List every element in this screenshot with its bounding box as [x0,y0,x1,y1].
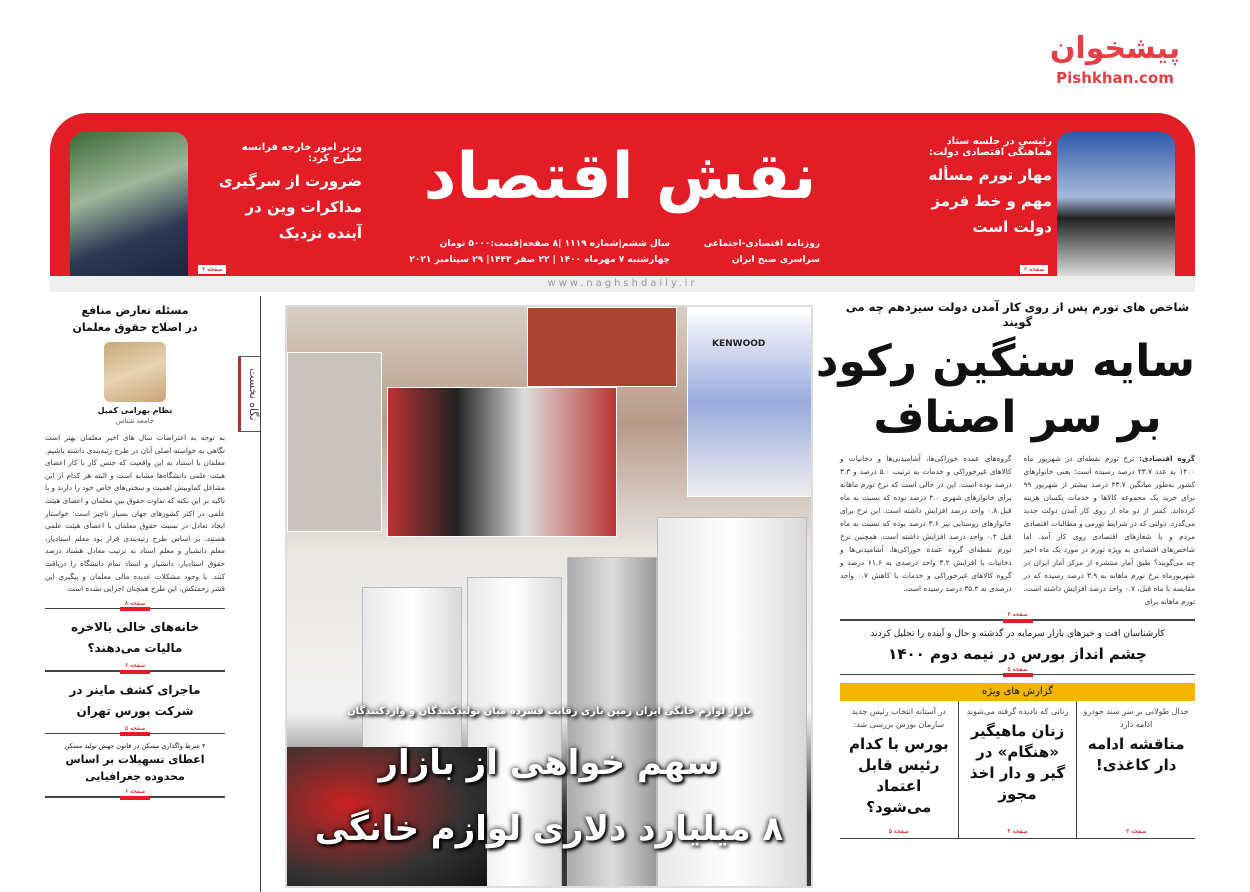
main-title: سایه سنگین رکود [815,336,1195,387]
story-kicker: هماهنگی اقتصادی دولت: [929,147,1052,158]
lead-title: ۸ میلیارد دلاری لوازم خانگی [314,809,784,849]
special-report[interactable] [840,701,958,838]
special-reports-banner: گزارش های ویژه [840,683,1195,701]
story-title: مذاکرات وین در [245,198,362,216]
lead-photo-story[interactable] [285,305,813,888]
website-url[interactable]: www.naghshdaily.ir [547,278,698,289]
main-body-right [1024,452,1196,608]
story-title: چشم انداز بورس در نیمه دوم ۱۴۰۰ [888,644,1147,663]
opinion-body: به توجه به اعتراضات سال های اخیر معلمان بهتر است نگاهی به خواسته اصلی آنان در طرح رتبه‌بندی داشته باشیم. معلمان با استناد به این واقعیت که جنس کار با کار اعضای هیئت علمی دانشگاه‌ها مشابه است و البته هر کدام از این مشاغل کماوبیش اهمیت و سختی‌های خاص خود را دارند و با تاکید بر این نکته که تفاوت حقوق بین معلمان و اعضای هیئت علمی در اکثر کشورهای جهان بسیار ناچیز است؛ خواستار ایجاد تعادل در نسبت حقوق معلمان با اعضای هیئت علمی هستند. بر اساس طرح رتبه‌بندی قرار بود معلم استادیار، معلم دانشیار و معلم استاد به ترتیب معادل هشتاد درصد حقوق استادیار، دانشیار و استاد تمام دانشگاه را دریافت کنند. با وجود مشکلات عدیده مالی معلمان و پیگیری این قشر زحمتکش، این طرح همچنان اجرایی نشده است. [45,433,225,594]
headline-title: اعطای تسهیلات بر اساس محدوده جغرافیایی [65,753,205,784]
page-ref: صفحه ۳ [1007,611,1028,618]
watermark-logo: پیشخوان [1049,31,1181,66]
author-photo [104,342,166,402]
story-title: زنان ماهیگیر «هنگام» در گیر و دار اخذ مجوز [969,722,1066,803]
story-kicker: زنانی که نادیده گرفته می‌شوند [966,707,1069,716]
page-ref: صفحه ۶ [124,788,146,796]
main-kicker: شاخص های تورم پس از روی کار آمدن دولت سیزدهم چه می گویند [845,300,1190,329]
main-body-left: گروه‌های عمده خوراکی‌ها، آشامیدنی‌ها و دخانیات و کالاهای غیرخوراکی و خدمات به ترتیب ۵.۰ درصد و ۳.۳ درصد بوده است. این در حالی است که نرخ تورم ماهانه برای خانوارهای شهری ۴.۰ درصد بوده که نسبت به ماه قبل ۰.۸ واحد درصد افزایش داشته است. این نرخ برای خانوارهای روستایی نیز ۳.۶ درصد بوده که نسبت به ماه قبل ۰.۴ واحد درصد افزایش داشته است. همچنین نرخ تورم نقطه‌ای گروه عمده خوراکی‌ها، آشامیدنی‌ها و دخانیات با افزایش ۳.۲ واحد درصدی به ۶۱.۶ درصد و گروه کالاهای غیرخوراکی و خدمات با کاهش ۰.۷ واحد درصدی به ۳۵.۴ درصد رسیده است. [840,454,1012,593]
column-divider [260,296,261,892]
special-report[interactable] [958,701,1077,838]
headline-item[interactable] [45,611,225,674]
left-masthead-story[interactable] [192,142,362,246]
main-story[interactable] [815,300,1195,623]
special-report[interactable] [1076,701,1195,838]
special-reports [840,701,1195,839]
headline-title: ماجرای کشف ماینر در شرکت بورس تهران [69,682,201,718]
subtagline: سراسری صبح ایران [731,255,820,265]
story-title: دولت است [972,218,1052,236]
opinion-title: در اصلاح حقوق معلمان [72,321,198,334]
headline-title: خانه‌های خالی بالاخره مالیات می‌دهند؟ [70,620,200,656]
story-title: مهم و خط قرمز [931,192,1052,210]
story-title: آینده نزدیک [278,224,362,242]
opinion-article[interactable] [45,302,225,611]
right-column [815,300,1195,839]
president-photo [1057,132,1175,276]
story-title: ضرورت از سرگیری [218,172,362,190]
newspaper-logo: نقش اقتصاد [423,140,817,214]
headline-item[interactable] [45,674,225,737]
story-title: مناقشه ادامه دار کاغذی! [1087,735,1185,774]
opinion-title: مسئله تعارض منافع [81,304,189,317]
page-ref: صفحه ۴ [1007,828,1028,835]
headline-kicker: ۴ شرط واگذاری مسکن در قانون جهش تولید مسکن [64,742,206,751]
story-kicker: کارشناسان افت و خیزهای بازار سرمایه در گذشته و حال و آینده را تحلیل کردند [870,628,1165,639]
story-kicker: جدال طولانی بر سر سند خودرو ادامه دارد [1083,707,1189,729]
story-title: بورس با کدام رئیس قابل اعتماد می‌شود؟ [849,735,949,816]
author-role: جامعه شناس [115,417,155,425]
watermark-url: Pishkhan.com [1056,69,1174,87]
foreign-minister-photo [70,132,188,276]
lead-title: سهم خواهی از بازار [378,743,720,783]
page-ref: صفحه ۲ [1020,265,1048,274]
page-ref: صفحه ۳ [1125,828,1147,835]
watermark [1040,30,1190,88]
story-kicker: در آستانه انتخاب رئیس جدید سازمان بورس بررسی شد: [851,707,946,729]
page-ref: صفحه ۵ [888,828,909,835]
left-column [45,302,225,800]
story-title: مهار تورم مسأله [928,166,1052,184]
story-kicker: رئیسی در جلسه ستاد [946,136,1052,147]
issue-info: سال ششم|شماره ۱۱۱۹ |۸ صفحه|قیمت:۵۰۰۰ تومان [439,239,670,249]
main-title: بر سر اصناف [873,392,1162,443]
bourse-story[interactable] [840,623,1195,678]
page-ref: صفحه ۵ [1007,665,1028,673]
section-label: نگاه نخست [238,356,260,432]
headline-item[interactable] [45,736,225,800]
byline: گروه اقتصادی: [1138,454,1195,463]
tagline: روزنامه اقتصادی-اجتماعی [703,239,820,249]
lead-kicker: بازار لوازم خانگی ایران زمین بازی رقابت فشرده میان تولیدکنندگان و واردکنندگان [347,706,751,717]
right-masthead-story[interactable] [870,136,1052,240]
body-text: نرخ تورم نقطه‌ای در شهریور ماه ۱۴۰۰ به عدد ۴۳.۷ درصد رسیده است؛ یعنی خانوارهای کشور به‌طور میانگین ۴۳.۷ درصد بیشتر از شهریور ۹۹ برای خرید یک مجموعه کالاها و خدمات یکسان هزینه کرده‌اند. کمتر از دو ماه از روی کار آمدن دولت جدید می‌گذرد. دولتی که در شرایط تورمی و مطالبات اقتصادی مردم و با شعارهای اقتصادی روی کار آمد. اما شاخص‌های اقتصادی به ویژه تورم در مورد یک ماه اخیر چه می‌گویند؟ طبق آمار منتشره از مرکز آمار ایران در شهریورماه نرخ تورم ماهانه به ۳.۹ درصد رسیده که در مقایسه با ماه قبل، ۰.۷ واحد درصد افزایش داشته است. تورم ماهانه برای [1023,454,1195,606]
story-kicker: مطرح کرد: [307,153,362,164]
page-ref: صفحه ۸ [124,599,146,607]
page-ref: صفحه ۶ [124,662,146,670]
page-ref: صفحه ۵ [124,724,146,732]
brand-label: KENWOOD [712,339,766,349]
issue-date: چهارشنبه ۷ مهرماه ۱۴۰۰ | ۲۲ صفر ۱۴۴۳| ۲۹ سپتامبر ۲۰۲۱ [409,255,670,265]
website-strip[interactable] [50,276,1195,292]
page-ref: صفحه ۲ [198,265,226,274]
author-name: نظام بهرامی کمیل [97,406,173,415]
story-kicker: وزیر امور خارجه فرانسه [241,142,362,153]
